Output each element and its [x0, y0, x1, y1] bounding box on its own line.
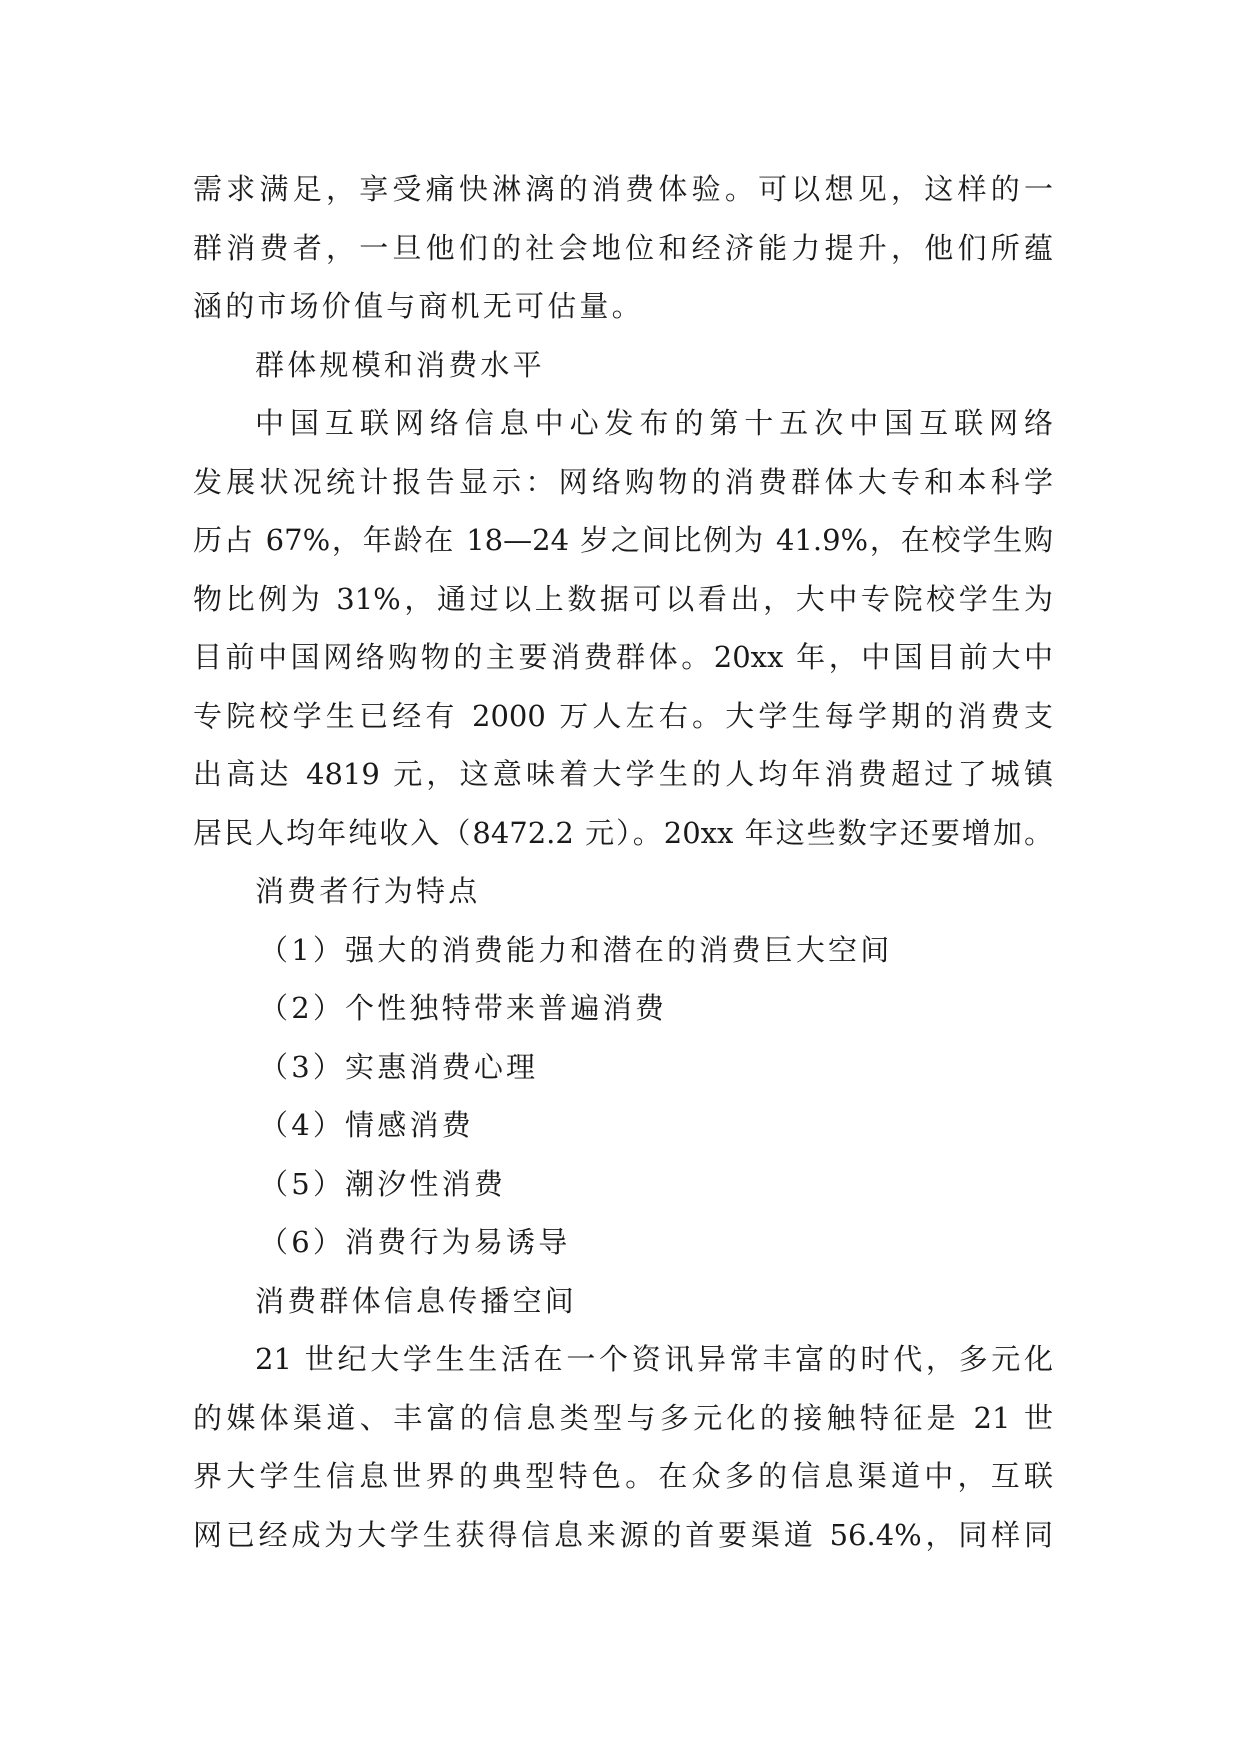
- paragraph-line: 需求满足，享受痛快淋漓的消费体验。可以想见，这样的一: [193, 172, 1053, 206]
- body-text: [193, 160, 1053, 1564]
- paragraph-line: 涵的市场价值与商机无可估量。: [193, 289, 644, 323]
- paragraph-line: 网已经成为大学生获得信息来源的首要渠道 56.4%，同样同: [193, 1517, 1053, 1552]
- paragraph-line: 的媒体渠道、丰富的信息类型与多元化的接触特征是 21 世: [193, 1400, 1053, 1435]
- paragraph-line: 中国互联网络信息中心发布的第十五次中国互联网络: [255, 406, 1053, 440]
- paragraph-line: 居民人均年纯收入（8472.2 元）。20xx 年这些数字还要增加。: [193, 815, 1053, 850]
- list-item: （5）潮汐性消费: [259, 1166, 507, 1201]
- section-heading: 消费群体信息传播空间: [255, 1283, 578, 1318]
- list-item: （1）强大的消费能力和潜在的消费巨大空间: [259, 932, 893, 967]
- paragraph-line: 历占 67%，年龄在 18—24 岁之间比例为 41.9%，在校学生购: [193, 523, 1053, 557]
- section-heading: 群体规模和消费水平: [255, 347, 545, 382]
- list-item: （6）消费行为易诱导: [259, 1225, 571, 1259]
- paragraph-line: 物比例为 31%，通过以上数据可以看出，大中专院校学生为: [193, 581, 1053, 616]
- list-item: （3）实惠消费心理: [259, 1049, 539, 1084]
- paragraph-line: 出高达 4819 元，这意味着大学生的人均年消费超过了城镇: [193, 757, 1053, 791]
- paragraph-line: 群消费者，一旦他们的社会地位和经济能力提升，他们所蕴: [193, 230, 1053, 265]
- paragraph-line: 界大学生信息世界的典型特色。在众多的信息渠道中，互联: [193, 1459, 1053, 1493]
- paragraph-line: 目前中国网络购物的主要消费群体。20xx 年，中国目前大中: [193, 640, 1053, 674]
- paragraph-line: 专院校学生已经有 2000 万人左右。大学生每学期的消费支: [193, 698, 1053, 733]
- paragraph-line: 21 世纪大学生生活在一个资讯异常丰富的时代，多元化: [255, 1342, 1053, 1376]
- list-item: （2）个性独特带来普遍消费: [259, 991, 668, 1025]
- list-item: （4）情感消费: [259, 1108, 474, 1142]
- section-heading: 消费者行为特点: [255, 874, 481, 908]
- paragraph-line: 发展状况统计报告显示：网络购物的消费群体大专和本科学: [193, 464, 1053, 499]
